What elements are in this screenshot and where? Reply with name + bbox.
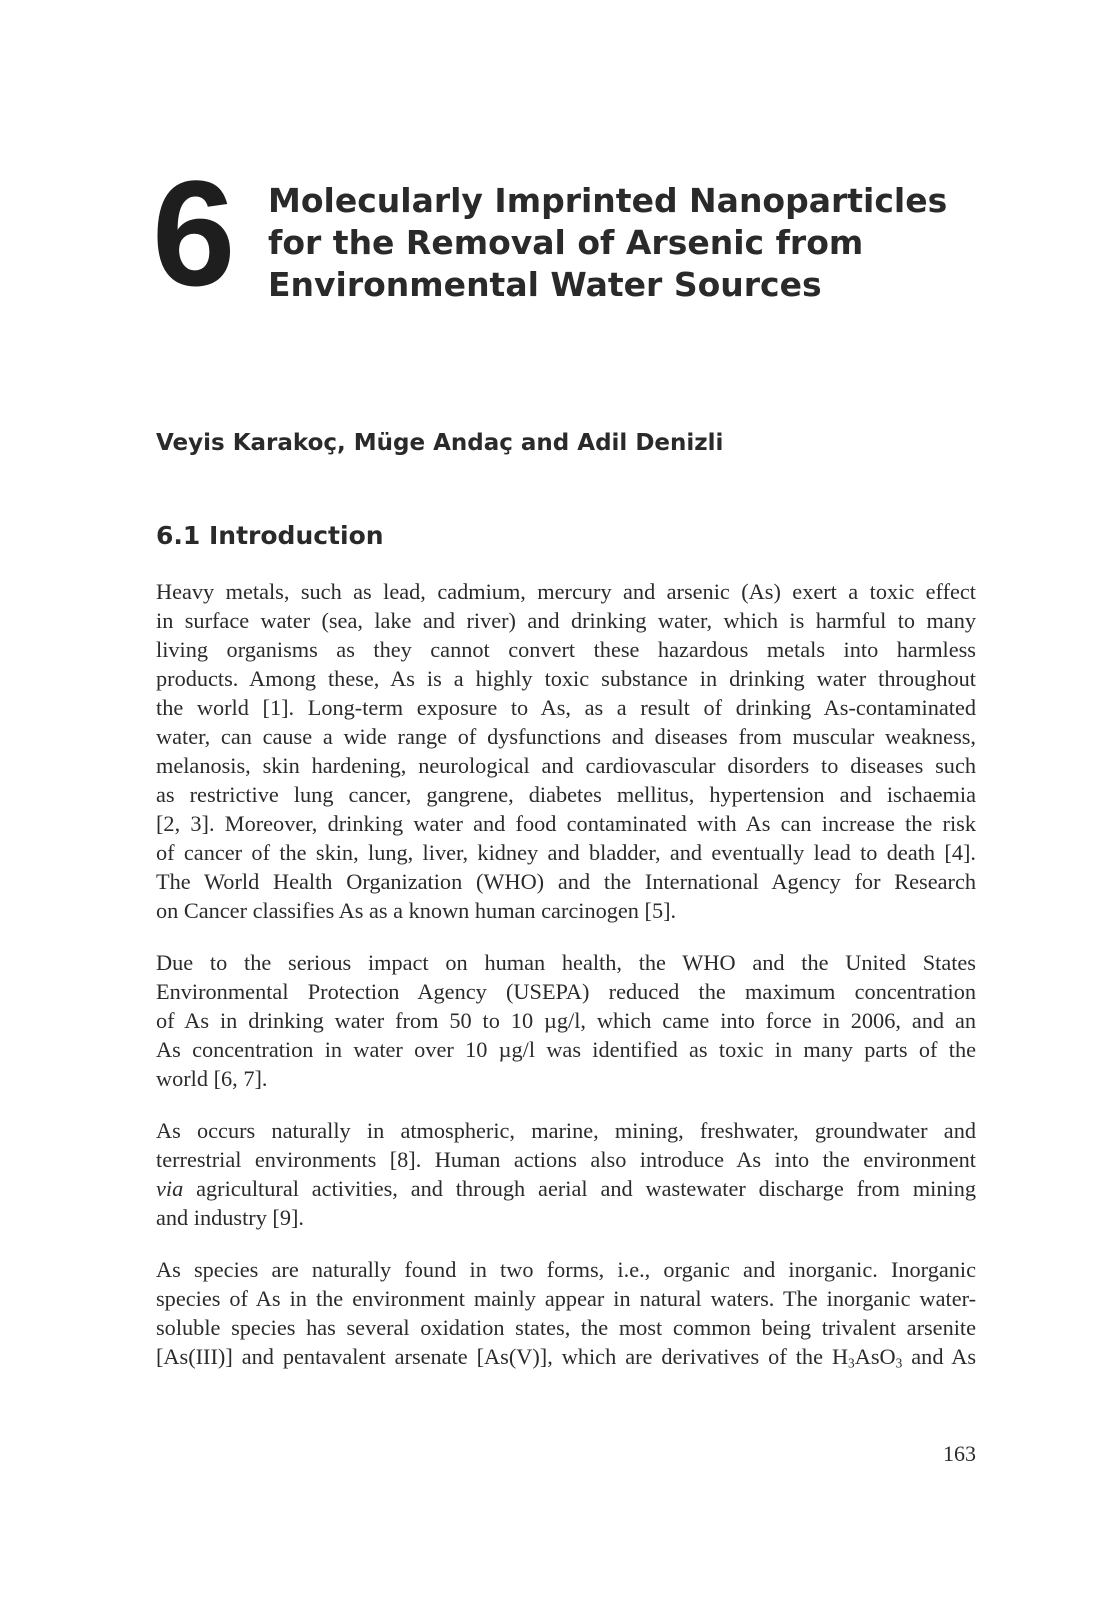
text-line: as restrictive lung cancer, gangrene, diabetes mellitus, hypertension and ischaemia [156,782,976,807]
chapter-title-line: for the Removal of Arsenic from [268,223,864,262]
paragraph-4 [156,1255,976,1371]
text-line: living organisms as they cannot convert these hazardous metals into harmless [156,637,976,662]
section-heading: 6.1 Introduction [156,521,384,550]
page-number: 163 [943,1441,976,1466]
text-line-rest: agricultural activities, and through aerial and wastewater discharge from mining [196,1176,976,1201]
text-line: Heavy metals, such as lead, cadmium, mercury and arsenic (As) exert a toxic effect [156,579,976,604]
text-line: soluble species has several oxidation states, the most common being trivalent arsenite [156,1315,976,1340]
text-line: world [6, 7]. [156,1066,268,1091]
formula-aso: AsO [854,1344,896,1369]
text-line: As occurs naturally in atmospheric, marine, mining, freshwater, groundwater and [156,1118,976,1143]
text-line: Environmental Protection Agency (USEPA) reduced the maximum concentration [156,979,976,1004]
text-line [156,1174,976,1203]
formula-subscript: 3 [895,1355,903,1371]
text-line: products. Among these, As is a highly toxic substance in drinking water throughout [156,666,976,691]
text-line: species of As in the environment mainly appear in natural waters. The inorganic water- [156,1286,976,1311]
paragraph-1 [156,577,976,925]
text-line: of cancer of the skin, lung, liver, kidney and bladder, and eventually lead to death [4]. [156,840,976,865]
chapter-authors: Veyis Karakoç, Müge Andaç and Adil Denizli [156,430,724,456]
text-line: As species are naturally found in two forms, i.e., organic and inorganic. Inorganic [156,1257,976,1282]
chapter-title [268,180,988,306]
text-line: water, can cause a wide range of dysfunctions and diseases from muscular weakness, [156,724,976,749]
text-line-start: [As(III)] and pentavalent arsenate [As(V)], which are derivatives of the [156,1344,823,1369]
text-line-end: and As [902,1344,976,1369]
text-line: The World Health Organization (WHO) and the International Agency for Research [156,869,976,894]
paragraph-2 [156,948,976,1093]
text-line: As concentration in water over 10 µg/l was identified as toxic in many parts of the [156,1037,976,1062]
italic-via: via [156,1176,184,1201]
text-line: Due to the serious impact on human health, the WHO and the United States [156,950,976,975]
text-line [156,1342,976,1371]
chemical-formula [832,1344,902,1369]
chapter-title-line: Environmental Water Sources [268,265,822,304]
text-line: and industry [9]. [156,1205,304,1230]
chapter-number: 6 [152,149,232,317]
text-line: in surface water (sea, lake and river) and drinking water, which is harmful to many [156,608,976,633]
text-line: terrestrial environments [8]. Human actions also introduce As into the environment [156,1147,976,1172]
text-line: the world [1]. Long-term exposure to As, as a result of drinking As-contaminated [156,695,976,720]
chapter-title-line: Molecularly Imprinted Nanoparticles [268,181,948,220]
body-text [156,577,976,1394]
formula-subscript: 3 [848,1355,855,1371]
text-line: of As in drinking water from 50 to 10 µg/l, which came into force in 2006, and an [156,1008,976,1033]
text-line: melanosis, skin hardening, neurological and cardiovascular disorders to diseases such [156,753,976,778]
formula-h: H [831,1344,849,1369]
text-line: [2, 3]. Moreover, drinking water and food contaminated with As can increase the risk [156,811,976,836]
text-line: on Cancer classifies As as a known human carcinogen [5]. [156,898,677,923]
paragraph-3 [156,1116,976,1232]
